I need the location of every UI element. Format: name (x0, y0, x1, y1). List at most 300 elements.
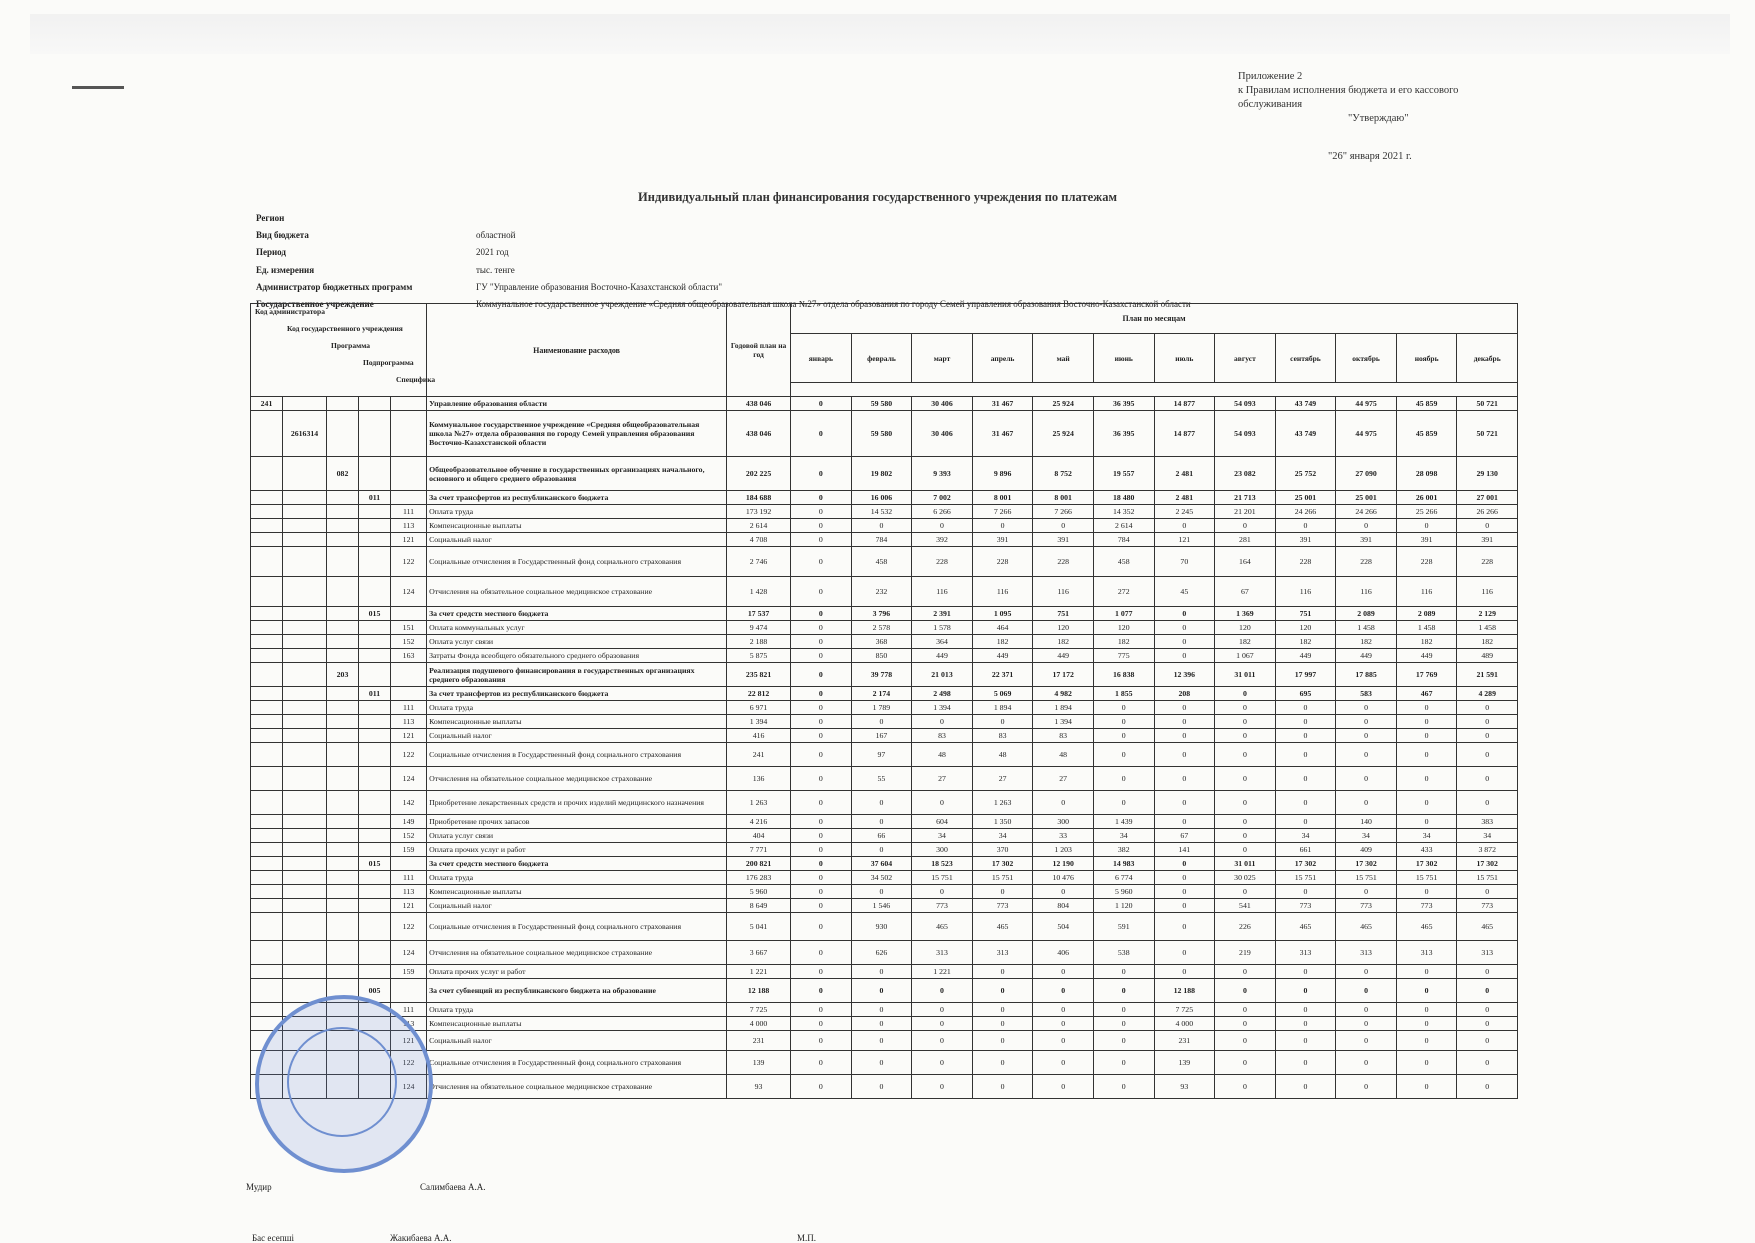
month-value-cell: 120 (1033, 621, 1094, 635)
month-value-cell: 54 093 (1215, 397, 1276, 411)
month-value-cell: 27 001 (1457, 491, 1518, 505)
document-title: Индивидуальный план финансирования государственного учреждения по платежам (638, 190, 1117, 204)
code-cell: 015 (359, 857, 391, 871)
month-value-cell: 775 (1093, 649, 1154, 663)
month-value-cell: 272 (1093, 577, 1154, 607)
expense-name-cell: За счет средств местного бюджета (427, 857, 727, 871)
month-value-cell: 0 (1215, 1051, 1276, 1075)
month-value-cell: 1 894 (972, 701, 1033, 715)
annual-total-cell: 4 000 (727, 1017, 791, 1031)
month-value-cell: 0 (1215, 715, 1276, 729)
month-value-cell: 391 (1396, 533, 1457, 547)
month-value-cell: 0 (791, 687, 852, 701)
code-cell (251, 791, 283, 815)
month-value-cell: 850 (851, 649, 912, 663)
month-value-cell: 34 (1457, 829, 1518, 843)
plan-header: План по месяцам (791, 304, 1518, 334)
code-cell (251, 519, 283, 533)
month-value-cell: 25 266 (1396, 505, 1457, 519)
table-row (251, 687, 1518, 701)
code-cell (327, 577, 359, 607)
month-value-cell: 120 (1093, 621, 1154, 635)
month-value-cell: 54 093 (1215, 411, 1276, 457)
meta-row (256, 210, 1191, 227)
code-cell: 142 (391, 791, 427, 815)
month-value-cell: 219 (1215, 941, 1276, 965)
month-value-cell: 465 (972, 913, 1033, 941)
month-value-cell: 182 (1336, 635, 1397, 649)
code-cell (391, 979, 427, 1003)
meta-key: Регион (256, 213, 285, 223)
month-value-cell: 29 130 (1457, 457, 1518, 491)
code-cell (359, 701, 391, 715)
month-value-cell: 0 (1154, 815, 1215, 829)
annual-total-cell: 2 188 (727, 635, 791, 649)
month-value-cell: 1 203 (1033, 843, 1094, 857)
month-value-cell: 465 (1396, 913, 1457, 941)
code-cell (251, 701, 283, 715)
expense-name-cell: Оплата услуг связи (427, 635, 727, 649)
month-value-cell: 0 (791, 519, 852, 533)
month-value-cell: 449 (1033, 649, 1094, 663)
month-header: июль (1154, 334, 1215, 383)
month-value-cell: 0 (1396, 815, 1457, 829)
expense-name-cell: Социальные отчисления в Государственный фонд социального страхования (427, 547, 727, 577)
annual-total-cell: 235 821 (727, 663, 791, 687)
month-value-cell: 0 (1275, 1051, 1336, 1075)
code-cell (359, 829, 391, 843)
expense-name-cell: Оплата труда (427, 505, 727, 519)
code-cell (327, 701, 359, 715)
month-value-cell: 368 (851, 635, 912, 649)
month-value-cell: 0 (1215, 687, 1276, 701)
month-value-cell: 182 (1275, 635, 1336, 649)
month-value-cell: 3 796 (851, 607, 912, 621)
code-cell: 152 (391, 829, 427, 843)
month-value-cell: 0 (851, 1003, 912, 1017)
expense-name-cell: Реализация подушевого финансирования в государственных организациях среднего образования (427, 663, 727, 687)
month-value-cell: 0 (1154, 607, 1215, 621)
month-value-cell: 19 557 (1093, 457, 1154, 491)
code-cell (359, 767, 391, 791)
code-cell (359, 715, 391, 729)
expense-name-cell: Оплата прочих услуг и работ (427, 843, 727, 857)
month-value-cell: 66 (851, 829, 912, 843)
month-header: декабрь (1457, 334, 1518, 383)
code-cell (283, 913, 327, 941)
month-value-cell: 1 263 (972, 791, 1033, 815)
annual-total-cell: 2 614 (727, 519, 791, 533)
code-cell: 005 (359, 979, 391, 1003)
month-value-cell: 43 749 (1275, 411, 1336, 457)
annual-total-cell: 8 649 (727, 899, 791, 913)
annual-total-cell: 1 428 (727, 577, 791, 607)
table-row (251, 607, 1518, 621)
month-value-cell: 4 000 (1154, 1017, 1215, 1031)
month-value-cell: 27 090 (1336, 457, 1397, 491)
month-value-cell: 773 (1336, 899, 1397, 913)
month-value-cell: 409 (1336, 843, 1397, 857)
month-value-cell: 44 975 (1336, 411, 1397, 457)
month-value-cell: 0 (1275, 729, 1336, 743)
month-value-cell: 0 (1275, 1017, 1336, 1031)
month-value-cell: 0 (1033, 519, 1094, 533)
month-value-cell: 116 (1275, 577, 1336, 607)
table-row (251, 729, 1518, 743)
month-value-cell: 0 (1215, 767, 1276, 791)
code-cell: 111 (391, 505, 427, 519)
code-cell (359, 941, 391, 965)
month-value-cell: 0 (1336, 743, 1397, 767)
month-value-cell: 0 (851, 965, 912, 979)
table-row (251, 791, 1518, 815)
expense-name-cell: Общеобразовательное обучение в государственных организациях начального, основного и общего среднего образования (427, 457, 727, 491)
month-value-cell: 8 001 (972, 491, 1033, 505)
month-value-cell: 0 (791, 857, 852, 871)
expense-name-cell: Отчисления на обязательное социальное медицинское страхование (427, 767, 727, 791)
month-value-cell: 28 098 (1396, 457, 1457, 491)
annual-total-cell: 200 821 (727, 857, 791, 871)
month-value-cell: 1 458 (1396, 621, 1457, 635)
annual-total-cell: 22 812 (727, 687, 791, 701)
month-value-cell: 0 (851, 885, 912, 899)
table-row (251, 857, 1518, 871)
month-value-cell: 930 (851, 913, 912, 941)
month-value-cell: 18 480 (1093, 491, 1154, 505)
expense-name-cell: Компенсационные выплаты (427, 715, 727, 729)
code-cell (327, 635, 359, 649)
annual-total-cell: 173 192 (727, 505, 791, 519)
meta-value: Коммунальное государственное учреждение «Средняя общеобразовательная школа №27» отдела образования по городу Семей управления образования Восточно-Казахстанской области (476, 299, 1191, 310)
month-header: июнь (1093, 334, 1154, 383)
month-value-cell: 25 924 (1033, 411, 1094, 457)
code-cell (283, 829, 327, 843)
code-cell (251, 829, 283, 843)
table-row (251, 899, 1518, 913)
annual-total-cell: 1 263 (727, 791, 791, 815)
month-value-cell: 15 751 (1275, 871, 1336, 885)
month-value-cell: 55 (851, 767, 912, 791)
month-value-cell: 0 (972, 1031, 1033, 1051)
code-cell: 124 (391, 941, 427, 965)
code-cell (251, 885, 283, 899)
month-value-cell: 17 302 (1275, 857, 1336, 871)
month-value-cell: 392 (912, 533, 973, 547)
month-value-cell: 30 406 (912, 411, 973, 457)
month-value-cell: 116 (1457, 577, 1518, 607)
month-value-cell: 6 774 (1093, 871, 1154, 885)
month-value-cell: 34 (1396, 829, 1457, 843)
month-value-cell: 24 266 (1275, 505, 1336, 519)
annual-total-cell: 9 474 (727, 621, 791, 635)
code-subprogram-header: Подпрограмма (363, 358, 414, 367)
month-value-cell: 0 (1275, 1003, 1336, 1017)
month-value-cell: 0 (1154, 857, 1215, 871)
month-value-cell: 0 (1275, 715, 1336, 729)
code-cell (327, 729, 359, 743)
code-program-header: Программа (331, 341, 370, 350)
scan-dash (72, 86, 124, 89)
month-value-cell: 12 190 (1033, 857, 1094, 871)
table-row (251, 965, 1518, 979)
month-value-cell: 116 (1033, 577, 1094, 607)
code-cell (327, 743, 359, 767)
month-value-cell: 0 (791, 791, 852, 815)
month-value-cell: 0 (791, 533, 852, 547)
code-cell (327, 857, 359, 871)
month-value-cell: 48 (972, 743, 1033, 767)
month-value-cell: 784 (1093, 533, 1154, 547)
month-value-cell: 0 (1396, 1051, 1457, 1075)
month-value-cell: 1 120 (1093, 899, 1154, 913)
month-value-cell: 0 (1396, 791, 1457, 815)
month-value-cell: 0 (912, 1051, 973, 1075)
code-cell (251, 621, 283, 635)
month-value-cell: 0 (791, 1003, 852, 1017)
month-header: февраль (851, 334, 912, 383)
month-value-cell: 17 302 (1457, 857, 1518, 871)
code-cell: 241 (251, 397, 283, 411)
code-cell: 015 (359, 607, 391, 621)
month-value-cell: 17 302 (1396, 857, 1457, 871)
month-value-cell: 182 (1396, 635, 1457, 649)
code-cell: 121 (391, 899, 427, 913)
month-value-cell: 0 (1396, 1017, 1457, 1031)
code-cell (283, 577, 327, 607)
code-cell (359, 505, 391, 519)
month-value-cell: 0 (1457, 519, 1518, 533)
code-cell (283, 457, 327, 491)
month-value-cell: 182 (1457, 635, 1518, 649)
month-value-cell: 0 (791, 885, 852, 899)
table-row (251, 649, 1518, 663)
month-value-cell: 0 (1033, 885, 1094, 899)
table-row (251, 519, 1518, 533)
code-cell: 082 (327, 457, 359, 491)
month-value-cell: 0 (1154, 701, 1215, 715)
month-value-cell: 0 (791, 491, 852, 505)
month-value-cell: 25 001 (1336, 491, 1397, 505)
appendix-line: Приложение 2 (1238, 71, 1303, 82)
month-value-cell: 281 (1215, 533, 1276, 547)
month-value-cell: 0 (791, 979, 852, 1003)
table-row (251, 815, 1518, 829)
code-cell (251, 411, 283, 457)
table-row (251, 701, 1518, 715)
month-value-cell: 0 (1154, 621, 1215, 635)
month-value-cell: 0 (1336, 767, 1397, 791)
month-value-cell: 0 (1154, 635, 1215, 649)
month-value-cell: 465 (912, 913, 973, 941)
code-cell (327, 505, 359, 519)
code-cell (327, 843, 359, 857)
month-value-cell: 0 (1215, 885, 1276, 899)
code-cell (359, 843, 391, 857)
month-value-cell: 228 (912, 547, 973, 577)
month-value-cell: 14 877 (1154, 411, 1215, 457)
month-value-cell: 1 067 (1215, 649, 1276, 663)
expense-name-cell: Приобретение прочих запасов (427, 815, 727, 829)
month-value-cell: 0 (1033, 1031, 1094, 1051)
table-row (251, 743, 1518, 767)
code-cell (327, 687, 359, 701)
month-header: ноябрь (1396, 334, 1457, 383)
month-value-cell: 458 (1093, 547, 1154, 577)
code-cell (359, 791, 391, 815)
month-value-cell: 17 302 (1336, 857, 1397, 871)
meta-value: тыс. тенге (476, 264, 515, 275)
month-value-cell: 93 (1154, 1075, 1215, 1099)
month-value-cell: 2 391 (912, 607, 973, 621)
month-value-cell: 0 (851, 1075, 912, 1099)
month-value-cell: 182 (1033, 635, 1094, 649)
month-value-cell: 406 (1033, 941, 1094, 965)
code-cell (251, 843, 283, 857)
month-value-cell: 0 (791, 607, 852, 621)
code-cell (283, 607, 327, 621)
month-value-cell: 0 (1457, 791, 1518, 815)
month-value-cell: 31 011 (1215, 857, 1276, 871)
month-value-cell: 228 (1033, 547, 1094, 577)
code-cell: 113 (391, 519, 427, 533)
month-value-cell: 12 188 (1154, 979, 1215, 1003)
month-value-cell: 0 (1336, 1031, 1397, 1051)
code-cell (327, 899, 359, 913)
month-value-cell: 18 523 (912, 857, 973, 871)
code-cell: 122 (391, 547, 427, 577)
appendix-block (1238, 70, 1458, 164)
director-label: Мудир (246, 1182, 272, 1192)
month-value-cell: 141 (1154, 843, 1215, 857)
month-value-cell: 0 (851, 1031, 912, 1051)
month-value-cell: 604 (912, 815, 973, 829)
month-value-cell: 0 (1215, 519, 1276, 533)
code-cell (391, 411, 427, 457)
month-value-cell: 0 (1093, 715, 1154, 729)
code-cell: 124 (391, 577, 427, 607)
month-value-cell: 5 960 (1093, 885, 1154, 899)
code-cell (251, 635, 283, 649)
month-value-cell: 0 (972, 1051, 1033, 1075)
table-row (251, 1051, 1518, 1075)
expense-name-cell: Оплата труда (427, 701, 727, 715)
expense-name-cell: Приобретение лекарственных средств и прочих изделий медицинского назначения (427, 791, 727, 815)
month-value-cell: 17 172 (1033, 663, 1094, 687)
month-value-cell: 0 (1215, 979, 1276, 1003)
month-value-cell: 0 (1093, 729, 1154, 743)
appendix-line: обслуживания (1238, 99, 1303, 110)
month-value-cell: 0 (1215, 791, 1276, 815)
code-cell (327, 397, 359, 411)
annual-total-cell: 438 046 (727, 411, 791, 457)
month-value-cell: 0 (912, 791, 973, 815)
mp-label: М.П. (797, 1233, 817, 1243)
annual-total-cell: 4 216 (727, 815, 791, 829)
month-value-cell: 34 (1336, 829, 1397, 843)
month-value-cell: 0 (851, 843, 912, 857)
month-value-cell: 0 (1336, 1017, 1397, 1031)
month-value-cell: 0 (791, 649, 852, 663)
month-value-cell: 0 (1093, 791, 1154, 815)
code-cell: 122 (391, 1051, 427, 1075)
code-cell (359, 913, 391, 941)
code-cell (251, 857, 283, 871)
code-cell (391, 857, 427, 871)
month-value-cell: 2 481 (1154, 457, 1215, 491)
month-value-cell: 0 (1336, 1003, 1397, 1017)
table-row (251, 663, 1518, 687)
code-cell (251, 899, 283, 913)
code-cell (327, 767, 359, 791)
month-value-cell: 773 (1275, 899, 1336, 913)
month-value-cell: 0 (791, 397, 852, 411)
meta-row (256, 279, 1191, 296)
month-header: октябрь (1336, 334, 1397, 383)
month-value-cell: 182 (1215, 635, 1276, 649)
month-value-cell: 7 725 (1154, 1003, 1215, 1017)
month-value-cell: 313 (1275, 941, 1336, 965)
table-row (251, 941, 1518, 965)
annual-total-cell: 4 708 (727, 533, 791, 547)
code-cell (283, 885, 327, 899)
month-value-cell: 36 395 (1093, 411, 1154, 457)
table-row (251, 1003, 1518, 1017)
table-row (251, 979, 1518, 1003)
code-cell (327, 941, 359, 965)
code-cell (251, 505, 283, 519)
code-cell (283, 815, 327, 829)
month-value-cell: 0 (791, 767, 852, 791)
code-cell (359, 965, 391, 979)
month-value-cell: 17 885 (1336, 663, 1397, 687)
month-value-cell: 0 (791, 547, 852, 577)
month-value-cell: 30 025 (1215, 871, 1276, 885)
month-value-cell: 67 (1154, 829, 1215, 843)
code-cell (283, 715, 327, 729)
code-cell (283, 729, 327, 743)
month-value-cell: 0 (912, 715, 973, 729)
month-value-cell: 121 (1154, 533, 1215, 547)
code-cell (283, 397, 327, 411)
table-row (251, 1017, 1518, 1031)
annual-total-cell: 202 225 (727, 457, 791, 491)
annual-total-cell: 184 688 (727, 491, 791, 505)
table-row (251, 411, 1518, 457)
month-value-cell: 116 (1396, 577, 1457, 607)
month-value-cell: 0 (912, 1003, 973, 1017)
month-value-cell: 0 (1215, 729, 1276, 743)
month-value-cell: 0 (1336, 729, 1397, 743)
month-value-cell: 0 (851, 791, 912, 815)
expense-name-cell: Коммунальное государственное учреждение «Средняя общеобразовательная школа №27» отдела образования по городу Семей управления образования Восточно-Казахстанской области (427, 411, 727, 457)
month-value-cell: 2 089 (1396, 607, 1457, 621)
month-value-cell: 25 001 (1275, 491, 1336, 505)
month-value-cell: 370 (972, 843, 1033, 857)
month-value-cell: 0 (791, 899, 852, 913)
code-cell: 203 (327, 663, 359, 687)
month-value-cell: 23 082 (1215, 457, 1276, 491)
code-cell (283, 663, 327, 687)
expense-name-cell: Социальный налог (427, 533, 727, 547)
annual-total-cell: 3 667 (727, 941, 791, 965)
meta-row (256, 244, 1191, 261)
month-value-cell: 0 (1396, 979, 1457, 1003)
code-cell (359, 621, 391, 635)
month-value-cell: 1 855 (1093, 687, 1154, 701)
month-value-cell: 541 (1215, 899, 1276, 913)
code-cell (283, 649, 327, 663)
code-cell (283, 941, 327, 965)
